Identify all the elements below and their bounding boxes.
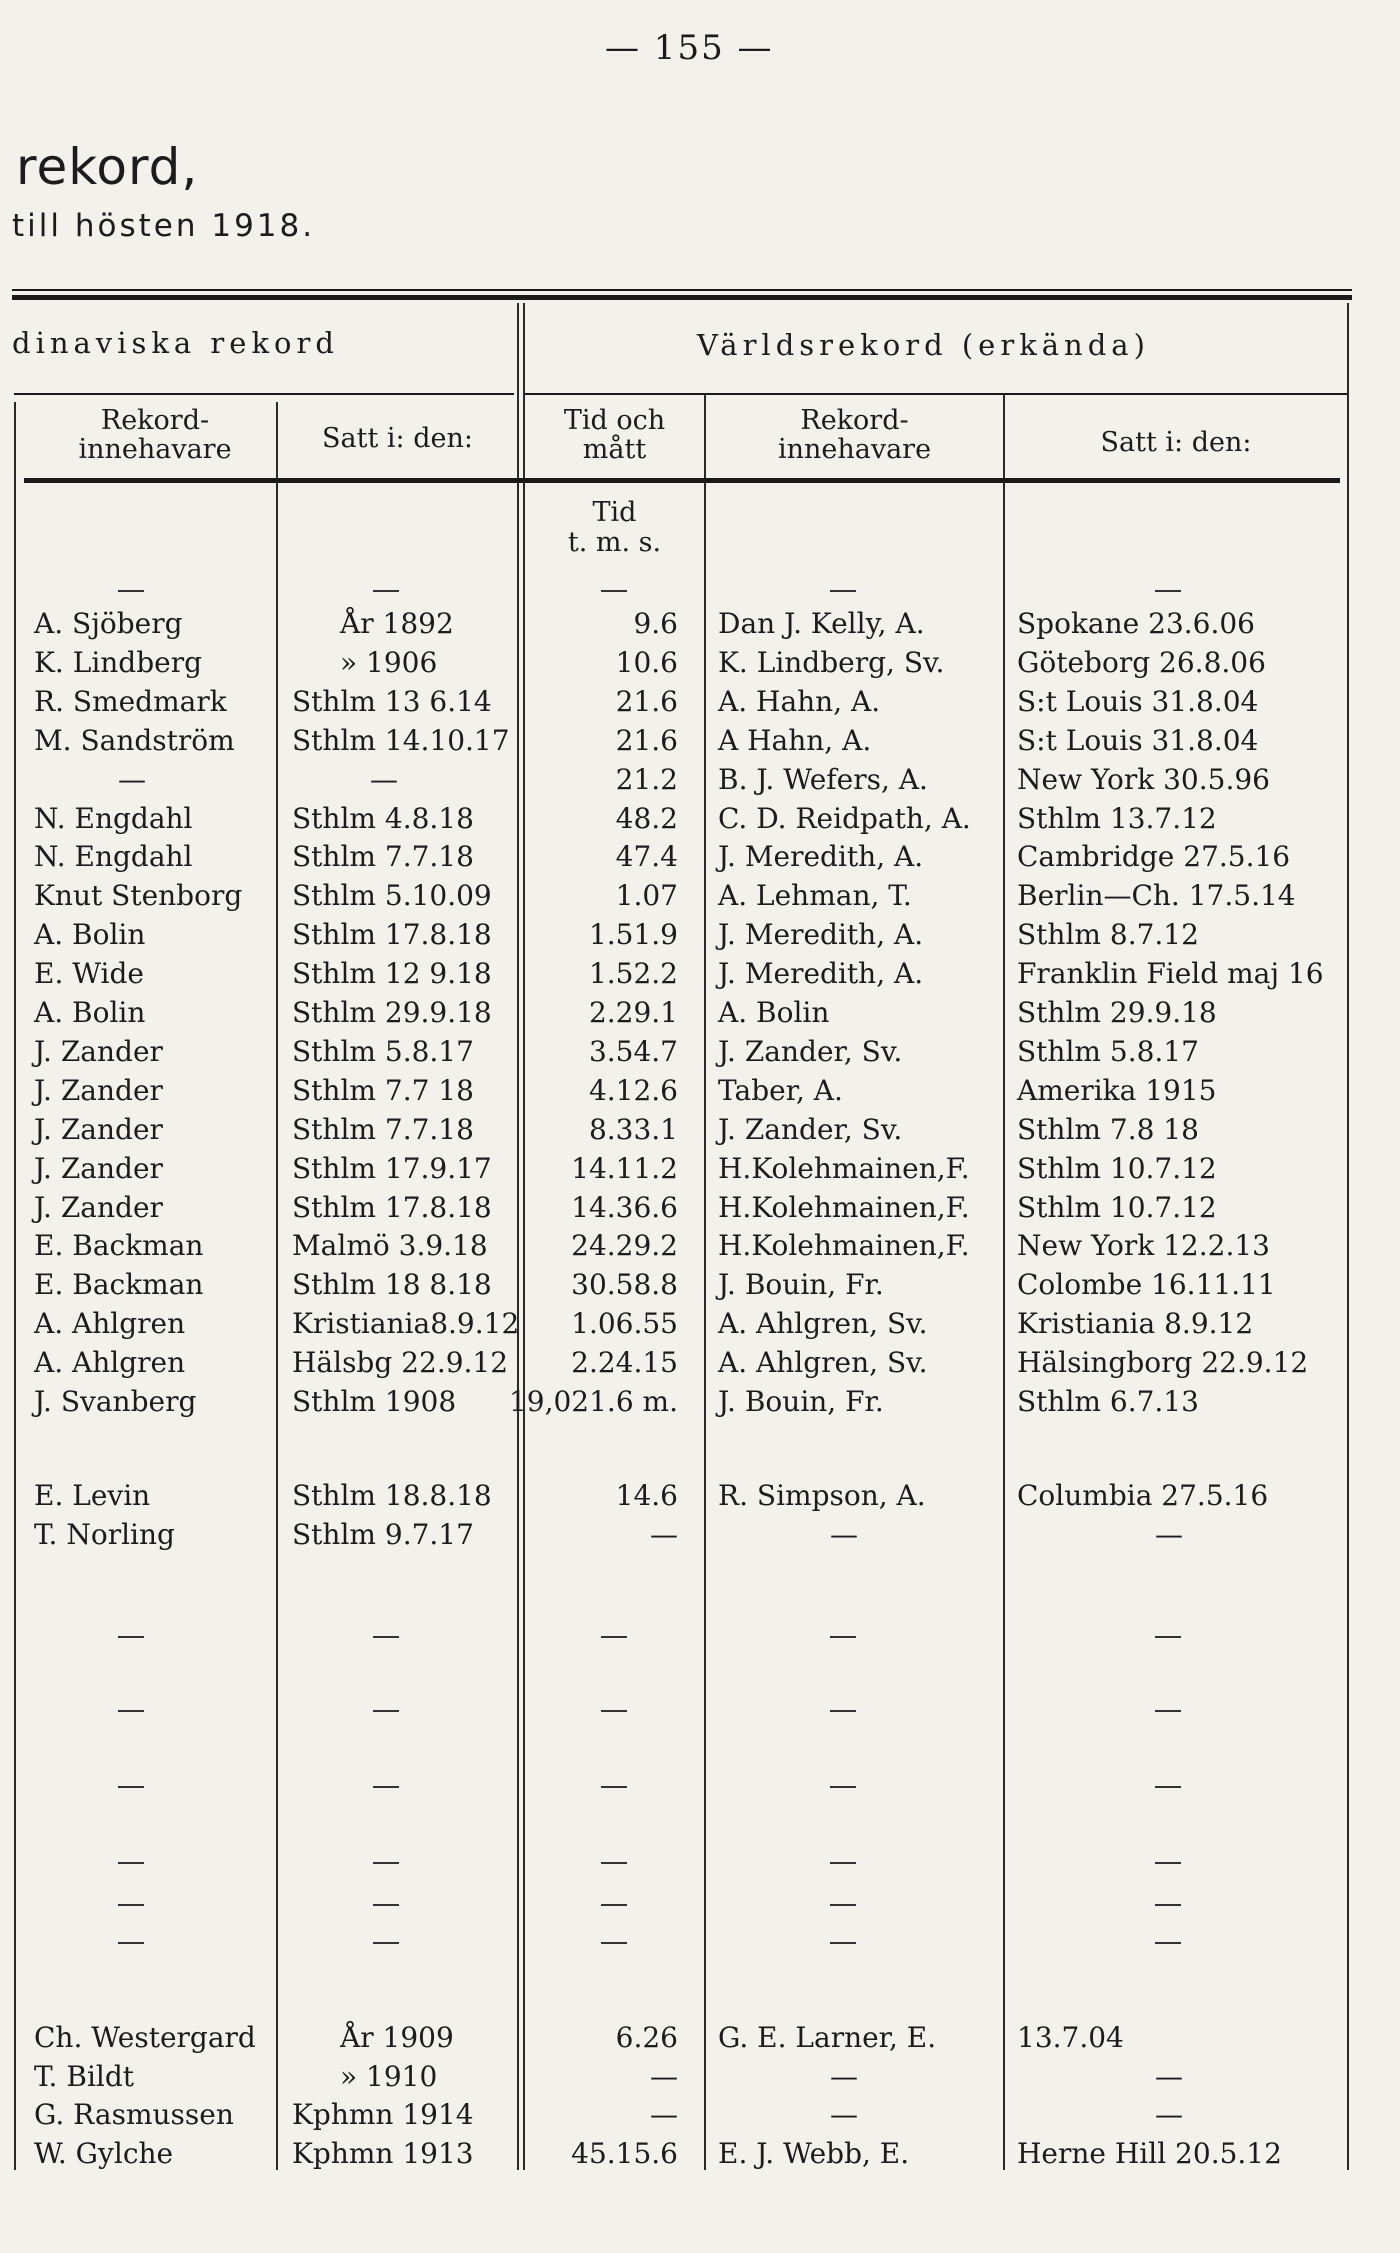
- world-record-holder: A Hahn, A.: [718, 723, 872, 757]
- empty-cell-dash: [601, 1786, 627, 1788]
- empty-cell-dash: [373, 1862, 399, 1864]
- col-divider-section: [517, 303, 519, 2170]
- record-holder: N. Engdahl: [34, 801, 193, 835]
- world-record-set: Göteborg 26.8.06: [1017, 645, 1266, 679]
- empty-cell-dash: [1155, 1786, 1181, 1788]
- empty-cell-dash: [1155, 1862, 1181, 1864]
- world-record-set: Sthlm 10.7.12: [1017, 1190, 1217, 1224]
- world-record-set: Kristiania 8.9.12: [1017, 1307, 1254, 1341]
- world-record-holder: J. Zander, Sv.: [718, 1034, 903, 1068]
- empty-cell-dash: [601, 1636, 627, 1638]
- world-record-holder: J. Zander, Sv.: [718, 1112, 903, 1146]
- record-time: 1.52.2: [588, 957, 678, 991]
- record-time: 4.12.6: [588, 1073, 678, 1107]
- col-header-holder-text: Rekord- innehavare: [78, 405, 232, 465]
- record-time: 1.51.9: [588, 918, 678, 952]
- record-time: —: [650, 1517, 678, 1551]
- world-record-set: Spokane 23.6.06: [1017, 607, 1255, 640]
- empty-cell-dash: [601, 1904, 627, 1906]
- col-divider-4: [1003, 395, 1005, 2170]
- col-divider-left: [14, 402, 16, 2170]
- record-time: 2.24.15: [571, 1346, 678, 1380]
- page-title: rekord,: [16, 138, 199, 196]
- empty-cell-dash: [118, 1786, 144, 1788]
- record-set: Sthlm 17.9.17: [292, 1151, 492, 1185]
- world-record-set: Sthlm 8.7.12: [1017, 918, 1199, 952]
- world-record-set: Herne Hill 20.5.12: [1017, 2136, 1282, 2170]
- world-record-holder: H.Kolehmainen,F.: [718, 1229, 970, 1263]
- record-time: 24.29.2: [571, 1229, 678, 1263]
- col-header-world-holder: [708, 406, 1001, 464]
- world-record-holder: B. J. Wefers, A.: [718, 762, 928, 796]
- world-record-holder: A. Bolin: [718, 996, 830, 1029]
- record-set: Hälsbg 22.9.12: [292, 1346, 509, 1380]
- record-holder: T. Bildt: [34, 2059, 135, 2093]
- record-holder: E. Backman: [34, 1268, 204, 1302]
- record-time: 21.6: [615, 723, 678, 757]
- record-set: Sthlm 18.8.18: [292, 1479, 492, 1512]
- record-time: 21.6: [615, 684, 678, 718]
- dash-world-holder: [830, 590, 856, 592]
- record-time: 1.06.55: [571, 1307, 678, 1341]
- page-subtitle: till hösten 1918.: [12, 208, 316, 244]
- col-header-set-text: Satt i: den:: [322, 423, 473, 454]
- record-set: Sthlm 4.8.18: [292, 801, 474, 835]
- dash-holder: [118, 590, 144, 592]
- world-record-holder: J. Bouin, Fr.: [718, 1268, 884, 1302]
- world-record-holder: —: [830, 2098, 858, 2131]
- time-unit-text: Tid t. m. s.: [567, 497, 662, 558]
- world-record-holder: J. Meredith, A.: [718, 957, 924, 991]
- dash-time: [601, 590, 627, 592]
- world-record-holder: H.Kolehmainen,F.: [718, 1151, 970, 1185]
- record-holder: E. Backman: [34, 1229, 204, 1263]
- world-record-holder: R. Simpson, A.: [718, 1479, 926, 1512]
- record-set: » 1906: [340, 645, 438, 679]
- col-header-world-holder-text: Rekord- innehavare: [777, 405, 932, 465]
- record-set: År 1892: [340, 607, 454, 640]
- record-time: 2.29.1: [588, 996, 678, 1029]
- world-record-set: —: [1155, 1517, 1183, 1551]
- world-record-set: New York 30.5.96: [1017, 762, 1270, 796]
- world-record-set: Sthlm 5.8.17: [1017, 1034, 1199, 1068]
- record-set: » 1910: [340, 2059, 438, 2093]
- world-record-holder: Taber, A.: [718, 1073, 843, 1107]
- world-record-set: Sthlm 7.8 18: [1017, 1112, 1199, 1146]
- empty-cell-dash: [830, 1904, 856, 1906]
- empty-cell-dash: [118, 1942, 144, 1944]
- world-record-holder: C. D. Reidpath, A.: [718, 801, 971, 835]
- world-record-set: S:t Louis 31.8.04: [1017, 723, 1259, 757]
- world-record-set: Sthlm 13.7.12: [1017, 801, 1217, 835]
- record-set: Kphmn 1913: [292, 2136, 474, 2170]
- world-record-set: Colombe 16.11.11: [1017, 1268, 1276, 1302]
- record-holder: E. Wide: [34, 957, 144, 991]
- world-record-set: Sthlm 6.7.13: [1017, 1385, 1199, 1418]
- world-record-set: S:t Louis 31.8.04: [1017, 684, 1259, 718]
- section-left-heading: dinaviska rekord: [12, 326, 339, 360]
- col-divider-1: [276, 402, 278, 2170]
- record-set: Sthlm 9.7.17: [292, 1517, 474, 1551]
- header-rule-left: [14, 393, 514, 395]
- record-time: 47.4: [615, 840, 678, 874]
- record-holder: A. Bolin: [34, 996, 146, 1029]
- header-rule-right: [525, 393, 1347, 395]
- record-set: Sthlm 13 6.14: [292, 684, 492, 718]
- record-set: Sthlm 17.8.18: [292, 1190, 492, 1224]
- world-record-set: New York 12.2.13: [1017, 1229, 1270, 1263]
- record-time: 45.15.6: [571, 2136, 678, 2170]
- record-set: Sthlm 7.7 18: [292, 1073, 474, 1107]
- record-set: Malmö 3.9.18: [292, 1229, 488, 1263]
- time-unit-label: [527, 498, 702, 558]
- record-holder: R. Smedmark: [34, 684, 227, 718]
- record-holder: E. Levin: [34, 1479, 151, 1512]
- world-record-holder: —: [830, 1517, 858, 1551]
- record-set: Sthlm 18 8.18: [292, 1268, 492, 1302]
- empty-cell-dash: [830, 1636, 856, 1638]
- world-record-set: Cambridge 27.5.16: [1017, 840, 1291, 874]
- record-holder: J. Zander: [34, 1112, 163, 1146]
- world-record-set: Berlin—Ch. 17.5.14: [1017, 879, 1296, 913]
- empty-cell-dash: [373, 1786, 399, 1788]
- record-time: 1.07: [615, 879, 678, 913]
- empty-cell-dash: [373, 1636, 399, 1638]
- record-time: 8.33.1: [588, 1112, 678, 1146]
- col-divider-right: [1347, 303, 1349, 2170]
- world-record-holder: E. J. Webb, E.: [718, 2136, 910, 2170]
- page-number: — 155 —: [605, 28, 774, 68]
- record-set: Sthlm 29.9.18: [292, 996, 492, 1029]
- world-record-holder: A. Hahn, A.: [718, 684, 881, 718]
- world-record-holder: G. E. Larner, E.: [718, 2021, 937, 2054]
- world-record-set: 13.7.04: [1017, 2021, 1124, 2054]
- record-set: Kphmn 1914: [292, 2098, 474, 2131]
- empty-cell-dash: [601, 1710, 627, 1712]
- record-holder: K. Lindberg: [34, 645, 203, 679]
- record-holder: J. Zander: [34, 1034, 163, 1068]
- empty-cell-dash: [118, 1636, 144, 1638]
- col-header-holder: [40, 406, 270, 464]
- empty-cell-dash: [118, 1904, 144, 1906]
- empty-cell-dash: [1155, 1636, 1181, 1638]
- top-rule-thin: [12, 289, 1352, 291]
- empty-cell-dash: [373, 1904, 399, 1906]
- empty-cell-dash: [1155, 1710, 1181, 1712]
- record-set: —: [370, 762, 398, 796]
- record-holder: Ch. Westergard: [34, 2021, 256, 2054]
- record-time: 14.6: [615, 1479, 678, 1512]
- record-set: Sthlm 1908: [292, 1385, 457, 1418]
- record-set: Sthlm 7.7.18: [292, 1112, 474, 1146]
- record-holder: A. Ahlgren: [34, 1307, 186, 1341]
- record-set: Sthlm 7.7.18: [292, 840, 474, 874]
- record-set: Sthlm 12 9.18: [292, 957, 492, 991]
- world-record-holder: Dan J. Kelly, A.: [718, 607, 925, 640]
- world-record-holder: A. Lehman, T.: [718, 879, 912, 913]
- empty-cell-dash: [601, 1942, 627, 1944]
- world-record-holder: A. Ahlgren, Sv.: [718, 1346, 928, 1380]
- record-holder: J. Zander: [34, 1190, 163, 1224]
- record-holder: A. Bolin: [34, 918, 146, 952]
- record-holder: —: [118, 762, 146, 796]
- record-time: 6.26: [615, 2021, 678, 2054]
- col-divider-section-2: [523, 303, 525, 2170]
- world-record-holder: J. Meredith, A.: [718, 840, 924, 874]
- record-holder: A. Ahlgren: [34, 1346, 186, 1380]
- col-header-world-set: [1007, 428, 1345, 457]
- record-set: År 1909: [340, 2021, 454, 2054]
- world-record-holder: J. Meredith, A.: [718, 918, 924, 952]
- record-holder: J. Zander: [34, 1151, 163, 1185]
- empty-cell-dash: [373, 1942, 399, 1944]
- record-set: Sthlm 14.10.17: [292, 723, 510, 757]
- record-holder: G. Rasmussen: [34, 2098, 234, 2131]
- record-time: —: [650, 2098, 678, 2131]
- world-record-set: Columbia 27.5.16: [1017, 1479, 1269, 1512]
- record-set: Sthlm 5.10.09: [292, 879, 492, 913]
- record-set: Kristiania8.9.12: [292, 1307, 520, 1341]
- record-holder: J. Zander: [34, 1073, 163, 1107]
- record-holder: W. Gylche: [34, 2136, 174, 2170]
- column-header-rule: [24, 478, 1340, 483]
- world-record-holder: J. Bouin, Fr.: [718, 1385, 884, 1418]
- world-record-set: Franklin Field maj 16: [1017, 957, 1324, 991]
- world-record-set: Amerika 1915: [1017, 1073, 1217, 1107]
- world-record-set: Sthlm 10.7.12: [1017, 1151, 1217, 1185]
- empty-cell-dash: [118, 1710, 144, 1712]
- empty-cell-dash: [601, 1862, 627, 1864]
- top-rule-thick: [12, 295, 1352, 300]
- dash-world-set: [1155, 590, 1181, 592]
- world-record-set: Hälsingborg 22.9.12: [1017, 1346, 1309, 1380]
- col-divider-3: [704, 395, 706, 2170]
- record-time: 10.6: [615, 645, 678, 679]
- record-holder: N. Engdahl: [34, 840, 193, 874]
- record-time: 9.6: [633, 607, 678, 640]
- world-record-holder: —: [830, 2059, 858, 2093]
- record-holder: T. Norling: [34, 1517, 175, 1551]
- empty-cell-dash: [1155, 1942, 1181, 1944]
- empty-cell-dash: [118, 1862, 144, 1864]
- empty-cell-dash: [373, 1710, 399, 1712]
- record-set: Sthlm 17.8.18: [292, 918, 492, 952]
- world-record-holder: K. Lindberg, Sv.: [718, 645, 945, 679]
- record-time: 3.54.7: [588, 1034, 678, 1068]
- empty-cell-dash: [830, 1786, 856, 1788]
- record-holder: A. Sjöberg: [34, 607, 183, 640]
- empty-cell-dash: [1155, 1904, 1181, 1906]
- record-holder: M. Sandström: [34, 723, 235, 757]
- empty-cell-dash: [830, 1862, 856, 1864]
- world-record-set: —: [1155, 2059, 1183, 2093]
- record-time: 19,021.6 m.: [508, 1385, 678, 1418]
- empty-cell-dash: [830, 1942, 856, 1944]
- world-record-holder: A. Ahlgren, Sv.: [718, 1307, 928, 1341]
- dash-set: [373, 590, 399, 592]
- col-header-set: [280, 424, 515, 453]
- world-record-holder: H.Kolehmainen,F.: [718, 1190, 970, 1224]
- world-record-set: Sthlm 29.9.18: [1017, 996, 1217, 1029]
- record-holder: J. Svanberg: [34, 1385, 197, 1418]
- record-set: Sthlm 5.8.17: [292, 1034, 474, 1068]
- record-time: 30.58.8: [571, 1268, 678, 1302]
- record-time: 14.11.2: [571, 1151, 678, 1185]
- record-time: 48.2: [615, 801, 678, 835]
- col-header-world-set-text: Satt i: den:: [1100, 427, 1252, 458]
- record-time: —: [650, 2059, 678, 2093]
- world-record-set: —: [1155, 2098, 1183, 2131]
- record-time: 21.2: [615, 762, 678, 796]
- record-time: 14.36.6: [571, 1190, 678, 1224]
- col-header-time-text: Tid och mått: [563, 405, 666, 465]
- record-holder: Knut Stenborg: [34, 879, 243, 913]
- col-header-time: [527, 406, 702, 464]
- empty-cell-dash: [830, 1710, 856, 1712]
- section-right-heading: Världsrekord (erkända): [697, 328, 1150, 362]
